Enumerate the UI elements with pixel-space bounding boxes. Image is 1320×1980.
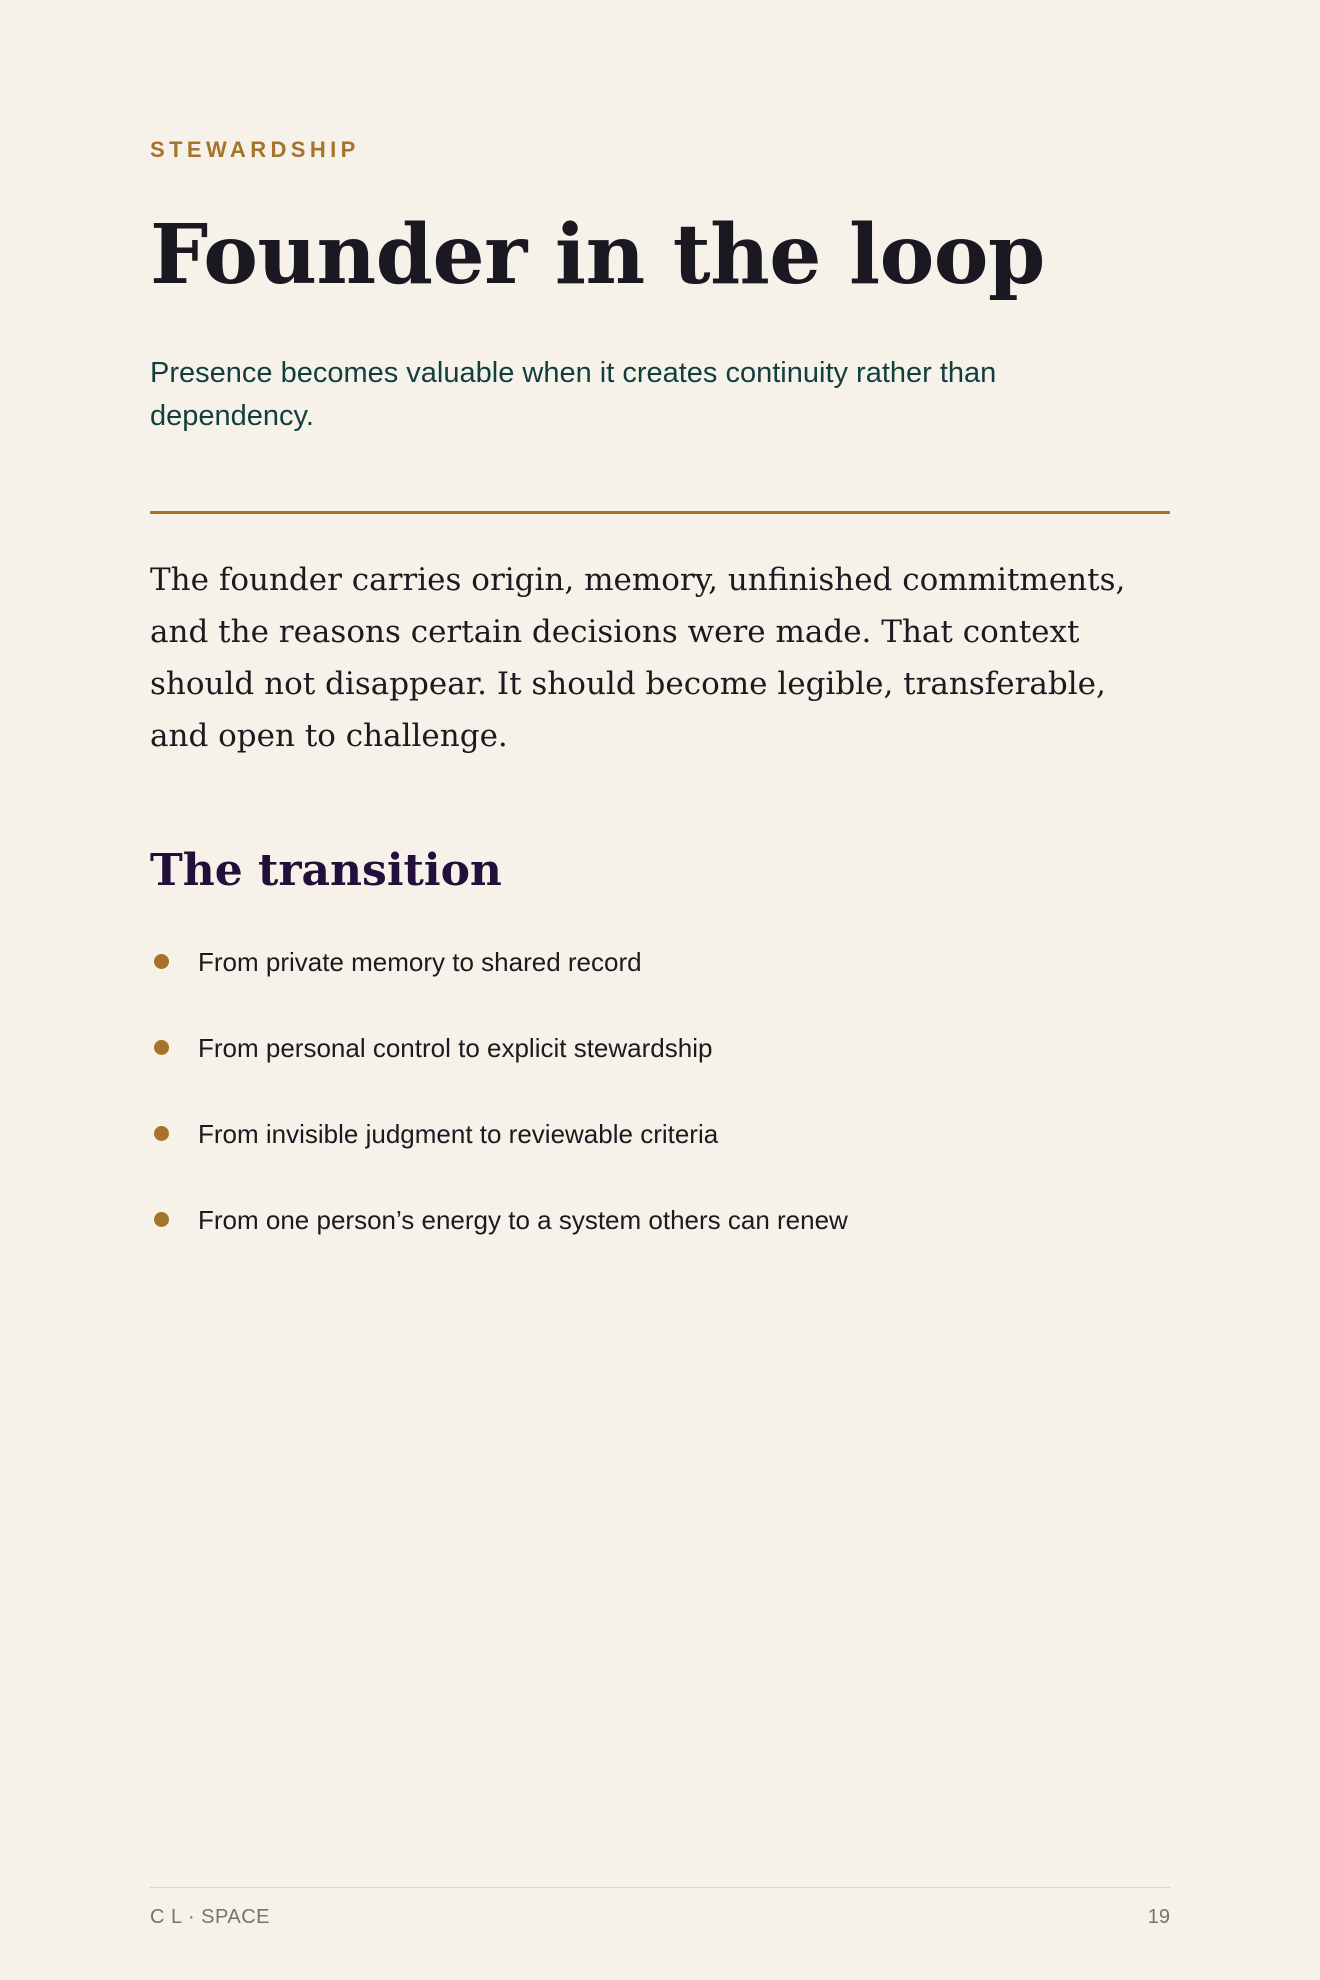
document-page xyxy=(150,0,1170,1980)
section-eyebrow: STEWARDSHIP xyxy=(150,137,360,162)
list-item-label: From one person’s energy to a system others can renew xyxy=(198,1205,848,1235)
bullet-dot-icon xyxy=(154,1212,169,1227)
divider-rule xyxy=(150,511,1170,514)
body-paragraph: The founder carries origin, memory, unfinished commitments, and the reasons certain decisions were made. That context should not disappear. It should become legible, transferable, and open to challenge. xyxy=(150,562,1126,754)
list-item xyxy=(150,1114,1170,1200)
footer-divider xyxy=(150,1887,1170,1888)
bullet-dot-icon xyxy=(154,954,169,969)
list-item-label: From personal control to explicit stewardship xyxy=(198,1033,713,1063)
page-subtitle: Presence becomes valuable when it creates continuity rather than dependency. xyxy=(150,357,997,432)
footer-brand: C L · SPACE xyxy=(150,1906,270,1928)
list-item-label: From private memory to shared record xyxy=(198,947,642,977)
list-item xyxy=(150,942,1170,1028)
transition-list xyxy=(150,942,1170,1286)
list-item xyxy=(150,1028,1170,1114)
list-item-label: From invisible judgment to reviewable criteria xyxy=(198,1119,719,1149)
page-title: Founder in the loop xyxy=(150,207,1045,303)
bullet-dot-icon xyxy=(154,1040,169,1055)
page-number: 19 xyxy=(1147,1906,1170,1928)
section-title: The transition xyxy=(150,845,502,896)
list-item xyxy=(150,1200,1170,1286)
bullet-dot-icon xyxy=(154,1126,169,1141)
